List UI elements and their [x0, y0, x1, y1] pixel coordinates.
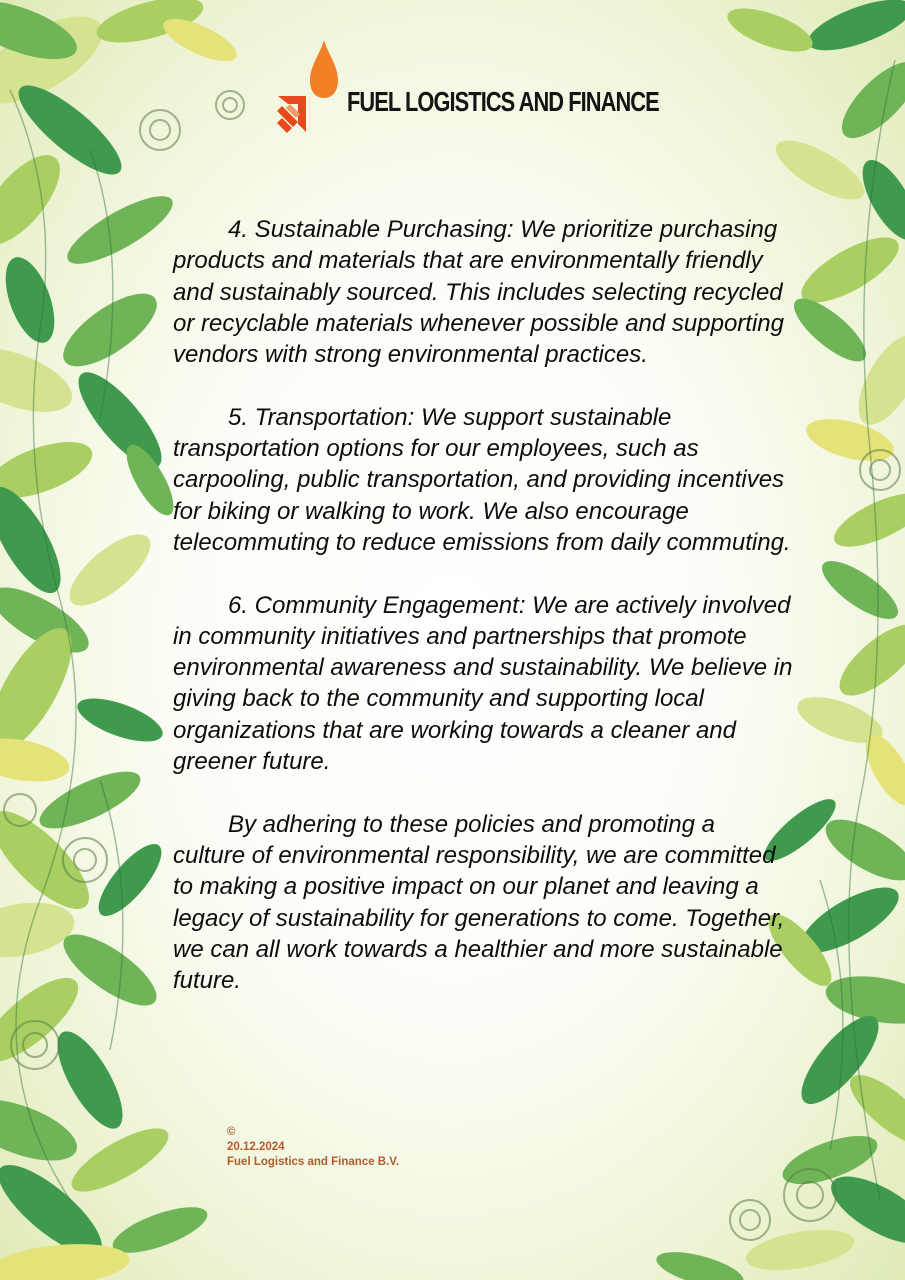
fuel-drop-arrow-icon [276, 40, 342, 140]
paragraph-sustainable-purchasing: 4. Sustainable Purchasing: We prioritize purchasing products and materials that are environmentally friendly and sustainably sourced. This includes selecting recycled or recyclable materials whenever possible and supporting vendors with strong environmental practices. [173, 216, 784, 369]
copyright-symbol: © [227, 1126, 236, 1138]
paragraph-transportation: 5. Transportation: We support sustainable transportation options for our employees, such as carpooling, public transportation, and providing incentives for biking or walking to work. We also encourage telecommuting to reduce emissions from daily commuting. [173, 403, 791, 556]
company-name: FUEL LOGISTICS AND FINANCE [347, 86, 659, 117]
footer-date: 20.12.2024 [227, 1141, 285, 1153]
policy-text [173, 214, 793, 996]
footer [227, 1125, 399, 1170]
header [276, 40, 659, 140]
footer-company: Fuel Logistics and Finance B.V. [227, 1156, 400, 1168]
paragraph-conclusion: By adhering to these policies and promoting a culture of environmental responsibility, we are committed to making a positive impact on our planet and leaving a legacy of sustainability for generations to come. Together, we can all work towards a healthier and more sustainable future. [173, 810, 785, 995]
paragraph-community-engagement: 6. Community Engagement: We are actively involved in community initiatives and partnerships that promote environmental awareness and sustainability. We believe in giving back to the community and supporting local organizations that are working towards a cleaner and greener future. [173, 591, 793, 776]
